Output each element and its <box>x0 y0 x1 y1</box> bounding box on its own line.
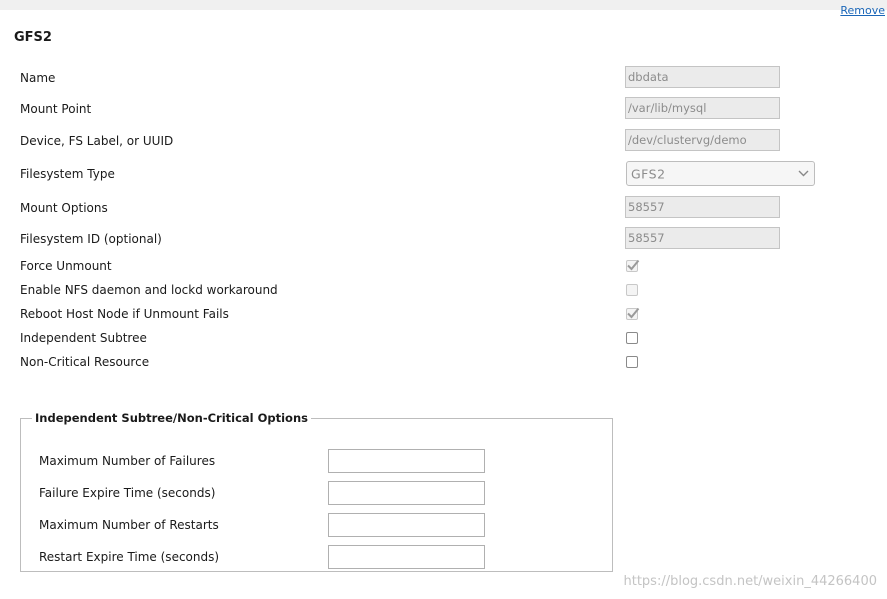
reboot-host-label: Reboot Host Node if Unmount Fails <box>20 307 229 321</box>
filesystem-type-value: GFS2 <box>631 166 666 181</box>
mount-point-row <box>0 97 887 121</box>
max-restarts-row <box>21 513 612 537</box>
options-group-legend: Independent Subtree/Non-Critical Options <box>35 411 308 425</box>
independent-subtree-checkbox[interactable] <box>626 332 638 344</box>
max-failures-input[interactable] <box>328 449 485 473</box>
watermark: https://blog.csdn.net/weixin_44266400 <box>623 574 877 589</box>
filesystem-type-select[interactable] <box>626 161 815 186</box>
non-critical-label: Non-Critical Resource <box>20 355 150 369</box>
mount-options-row <box>0 196 887 220</box>
restart-expire-label: Restart Expire Time (seconds) <box>39 550 220 564</box>
non-critical-row <box>0 350 887 374</box>
mount-point-label: Mount Point <box>20 102 92 116</box>
independent-subtree-row <box>0 326 887 350</box>
filesystem-type-row <box>0 162 887 186</box>
nfs-workaround-checkbox[interactable] <box>626 284 638 296</box>
resource-title: GFS2 <box>14 30 52 45</box>
force-unmount-checkbox[interactable] <box>626 260 638 272</box>
chevron-down-icon <box>798 165 809 180</box>
options-group <box>20 411 613 572</box>
max-failures-label: Maximum Number of Failures <box>39 454 216 468</box>
force-unmount-label: Force Unmount <box>20 259 112 273</box>
mount-options-input[interactable] <box>625 196 780 218</box>
device-label: Device, FS Label, or UUID <box>20 134 174 148</box>
device-input[interactable] <box>625 129 780 151</box>
checkmark-icon <box>626 306 640 320</box>
failure-expire-row <box>21 481 612 505</box>
mount-options-label: Mount Options <box>20 201 108 215</box>
resource-panel <box>0 4 887 599</box>
checkmark-icon <box>626 258 640 272</box>
name-row <box>0 66 887 90</box>
max-restarts-label: Maximum Number of Restarts <box>39 518 219 532</box>
reboot-host-checkbox[interactable] <box>626 308 638 320</box>
nfs-workaround-row <box>0 278 887 302</box>
independent-subtree-label: Independent Subtree <box>20 331 147 345</box>
reboot-host-row <box>0 302 887 326</box>
filesystem-id-row <box>0 227 887 251</box>
failure-expire-input[interactable] <box>328 481 485 505</box>
filesystem-id-input[interactable] <box>625 227 780 249</box>
name-input[interactable] <box>625 66 780 88</box>
failure-expire-label: Failure Expire Time (seconds) <box>39 486 216 500</box>
mount-point-input[interactable] <box>625 97 780 119</box>
filesystem-id-label: Filesystem ID (optional) <box>20 232 162 246</box>
force-unmount-row <box>0 254 887 278</box>
nfs-workaround-label: Enable NFS daemon and lockd workaround <box>20 283 278 297</box>
restart-expire-row <box>21 545 612 569</box>
name-label: Name <box>20 71 56 85</box>
filesystem-type-label: Filesystem Type <box>20 167 115 181</box>
max-failures-row <box>21 449 612 473</box>
restart-expire-input[interactable] <box>328 545 485 569</box>
remove-link[interactable]: Remove <box>840 4 885 17</box>
max-restarts-input[interactable] <box>328 513 485 537</box>
non-critical-checkbox[interactable] <box>626 356 638 368</box>
device-row <box>0 129 887 153</box>
